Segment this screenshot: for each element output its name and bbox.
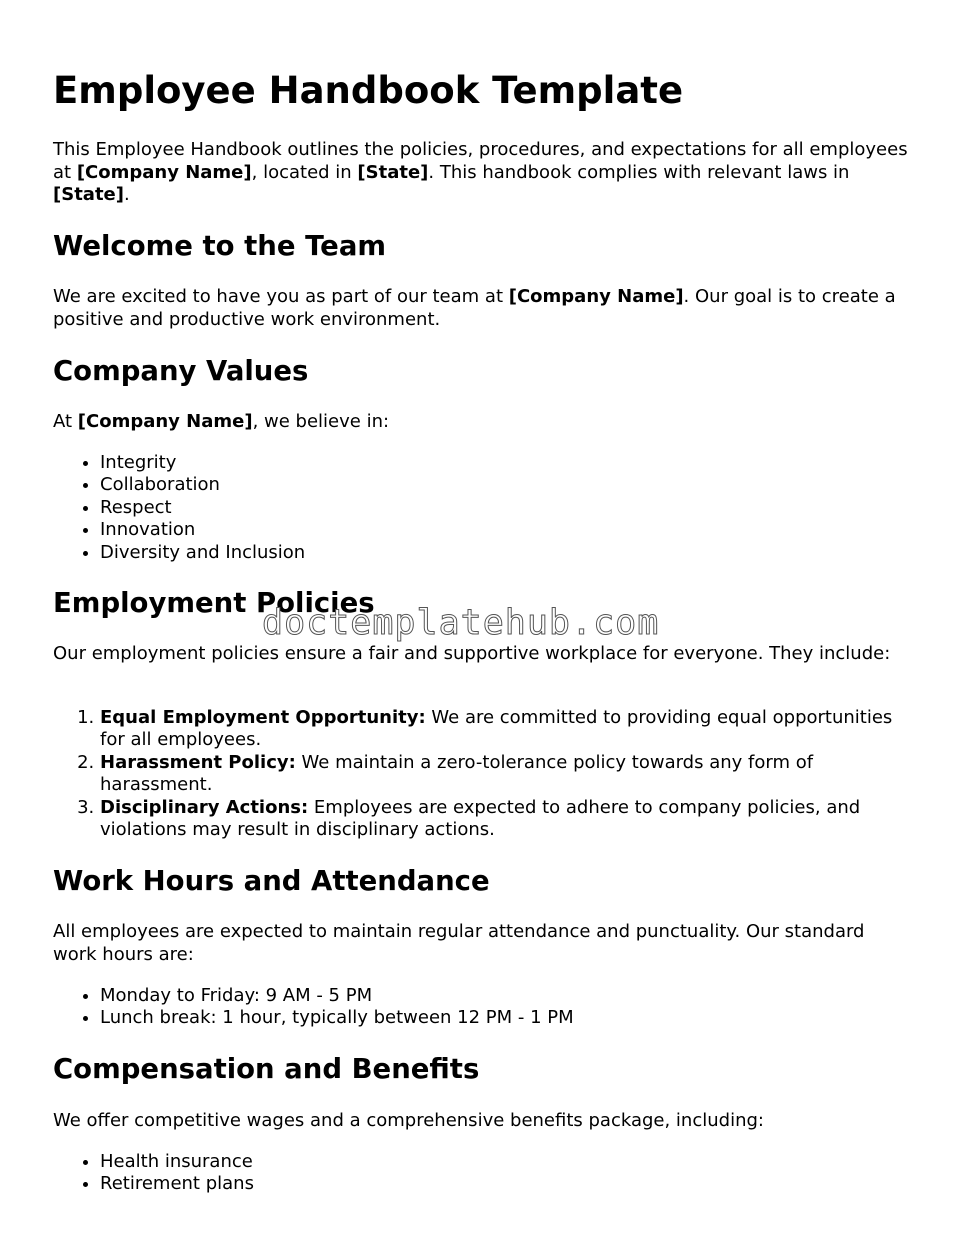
welcome-text-2: . Our goal is to create a positive and productive work environment. (53, 286, 896, 330)
compensation-intro: We offer competitive wages and a comprehensive benefits package, including: (53, 1110, 764, 1131)
policies-heading: Employment Policies (53, 587, 375, 619)
compensation-heading: Compensation and Benefits (53, 1053, 480, 1085)
welcome-heading: Welcome to the Team (53, 230, 387, 262)
values-text-2: , we believe in: (252, 411, 390, 432)
compensation-list (53, 1151, 913, 1196)
intro-state-placeholder: [State] (357, 161, 429, 183)
intro-text-2: , located in (251, 161, 358, 183)
welcome-paragraph (53, 286, 913, 331)
intro-company-placeholder: [Company Name] (76, 161, 252, 183)
policy-text: We maintain a zero-tolerance policy towards any form of harassment. (100, 751, 814, 796)
intro-paragraph (53, 139, 913, 207)
hours-list (53, 985, 913, 1030)
list-item (100, 797, 913, 842)
list-item: • Retirement plans (100, 1173, 913, 1195)
list-item: • Lunch break: 1 hour, typically between 12 PM - 1 PM (100, 1007, 913, 1029)
intro-text-3: . This handbook complies with relevant laws in (428, 161, 850, 183)
list-item: • Respect (100, 497, 913, 519)
list-item: • Collaboration (100, 474, 913, 496)
list-item: • Diversity and Inclusion (100, 542, 913, 564)
intro-text-4: . (123, 184, 130, 205)
values-text-1: At (53, 411, 78, 432)
policy-label: Harassment Policy: (100, 751, 296, 773)
intro-state-placeholder-2: [State] (53, 184, 124, 205)
list-item: • Integrity (100, 452, 913, 474)
policy-label: Equal Employment Opportunity: (100, 707, 426, 728)
values-heading: Company Values (53, 355, 309, 387)
page-title: Employee Handbook Template (53, 69, 684, 112)
policy-text: We are committed to providing equal opportunities for all employees. (100, 707, 893, 751)
intro-text-1: This Employee Handbook outlines the policies, procedures, and expectations for all employees at (53, 139, 908, 183)
policies-list (53, 707, 913, 841)
list-item (100, 707, 913, 752)
list-item: • Health insurance (100, 1151, 913, 1173)
list-item: • Monday to Friday: 9 AM - 5 PM (100, 985, 913, 1007)
hours-heading: Work Hours and Attendance (53, 865, 490, 897)
list-item: • Innovation (100, 519, 913, 541)
policy-label: Disciplinary Actions: (100, 796, 309, 818)
values-company-placeholder: [Company Name] (77, 411, 253, 432)
values-list (53, 452, 913, 564)
hours-intro: All employees are expected to maintain regular attendance and punctuality. Our standard work hours are: (53, 921, 865, 965)
watermark-text: doctemplatehub.com (262, 603, 660, 643)
policy-text: Employees are expected to adhere to company policies, and violations may result in disciplinary actions. (100, 796, 861, 841)
values-intro (53, 411, 913, 434)
list-item (100, 752, 913, 797)
policies-intro: Our employment policies ensure a fair and supportive workplace for everyone. They include: (53, 643, 891, 664)
welcome-company-placeholder: [Company Name] (508, 286, 684, 307)
welcome-text-1: We are excited to have you as part of our team at (53, 286, 509, 307)
